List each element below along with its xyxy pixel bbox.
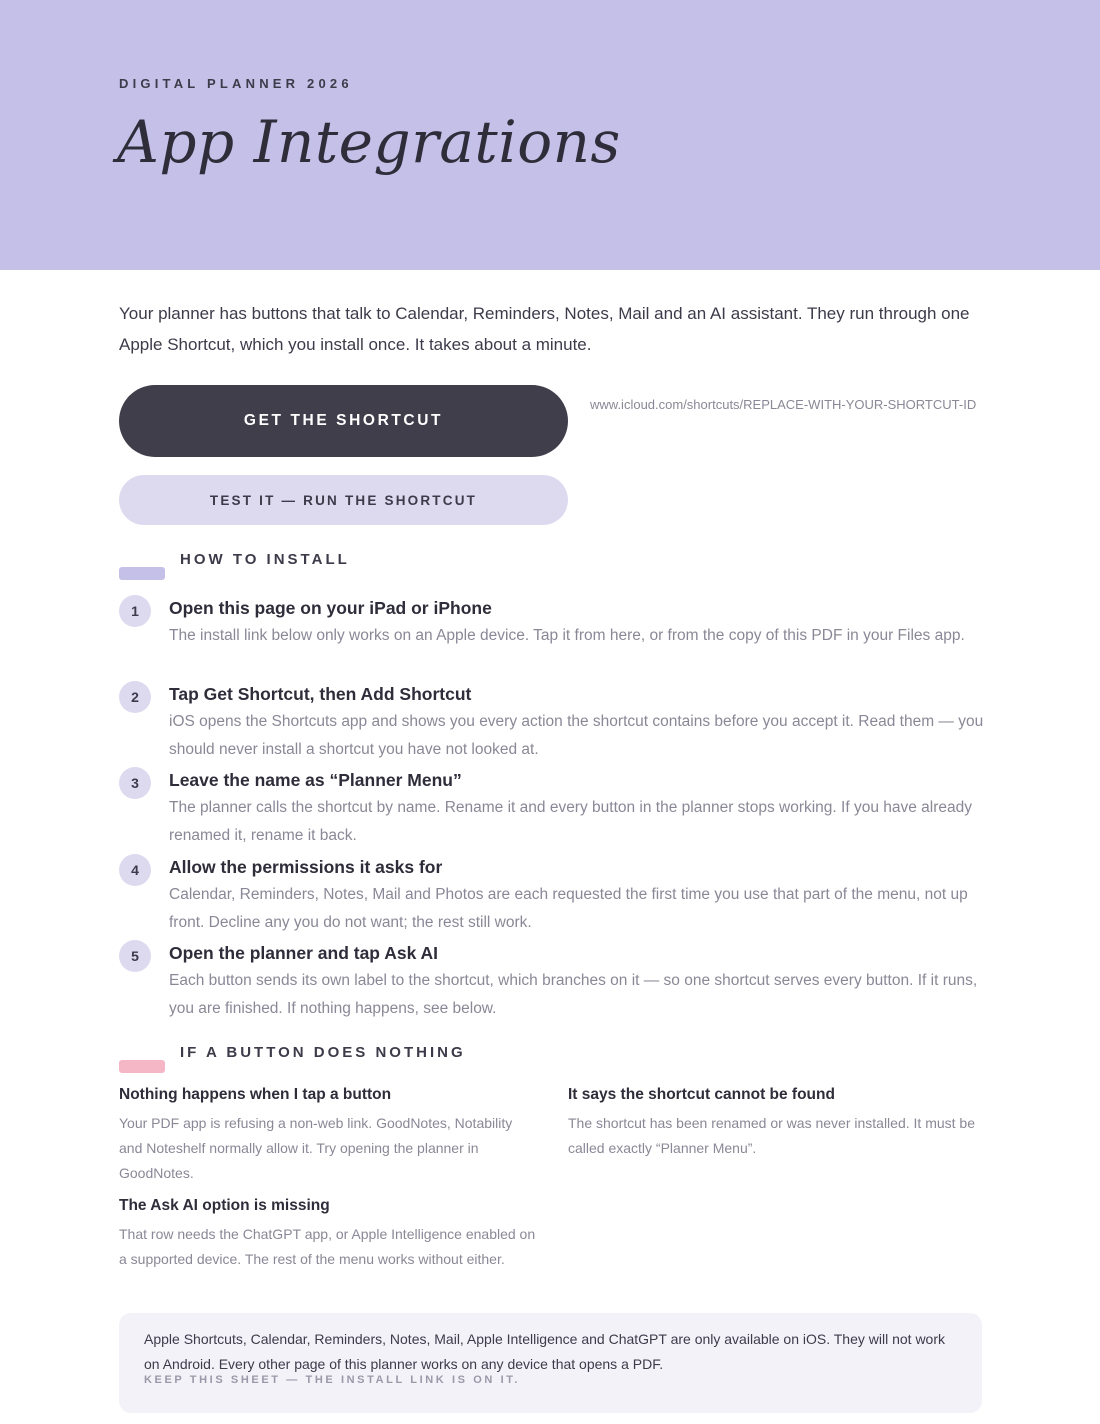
install-section-heading: HOW TO INSTALL — [180, 551, 350, 568]
faq-question: Nothing happens when I tap a button — [119, 1086, 392, 1103]
get-shortcut-button[interactable]: GET THE SHORTCUT — [119, 385, 568, 457]
intro-paragraph: Your planner has buttons that talk to Calendar, Reminders, Notes, Mail and an AI assistant. They run through one Apple Shortcut, which you install once. It takes about a minute. — [119, 304, 970, 354]
step-number: 3 — [119, 767, 151, 799]
header-banner — [0, 0, 1100, 270]
step-title: Open this page on your iPad or iPhone — [169, 598, 492, 618]
step-title: Tap Get Shortcut, then Add Shortcut — [169, 684, 472, 704]
troubleshoot-section-heading: IF A BUTTON DOES NOTHING — [180, 1044, 466, 1061]
test-shortcut-button[interactable]: TEST IT — RUN THE SHORTCUT — [119, 475, 568, 525]
step-description: iOS opens the Shortcuts app and shows you every action the shortcut contains before you accept it. Read them — you should never install a shortcut you have not looked at. — [169, 713, 984, 758]
step-title: Allow the permissions it asks for — [169, 857, 443, 877]
faq-question: The Ask AI option is missing — [119, 1197, 330, 1214]
page-title: App Integrations — [117, 108, 621, 176]
step-title: Open the planner and tap Ask AI — [169, 943, 439, 963]
step-description: Calendar, Reminders, Notes, Mail and Photos are each requested the first time you use that part of the menu, not up front. Decline any you do not want; the rest still work. — [169, 886, 968, 931]
shortcut-url[interactable]: www.icloud.com/shortcuts/REPLACE-WITH-YOUR-SHORTCUT-ID — [590, 397, 977, 412]
step-number: 1 — [119, 595, 151, 627]
faq-question: It says the shortcut cannot be found — [568, 1086, 835, 1103]
faq-answer: That row needs the ChatGPT app, or Apple Intelligence enabled on a supported device. The rest of the menu works without either. — [119, 1226, 536, 1267]
note-text: Apple Shortcuts, Calendar, Reminders, Notes, Mail, Apple Intelligence and ChatGPT are only available on iOS. They will not work on Android. Every other page of this planner works on any device that opens a PDF. — [144, 1331, 946, 1372]
faq-answer: The shortcut has been renamed or was never installed. It must be called exactly “Planner Menu”. — [568, 1115, 975, 1156]
step-title: Leave the name as “Planner Menu” — [169, 770, 462, 790]
planner-eyebrow: DIGITAL PLANNER 2026 — [119, 76, 353, 91]
step-description: The planner calls the shortcut by name. Rename it and every button in the planner stops working. If you have already renamed it, rename it back. — [169, 799, 973, 844]
step-description: Each button sends its own label to the shortcut, which branches on it — so one shortcut serves every button. If it runs, you are finished. If nothing happens, see below. — [169, 972, 978, 1017]
note-footer: KEEP THIS SHEET — THE INSTALL LINK IS ON IT. — [144, 1374, 520, 1386]
install-section-accent — [119, 567, 165, 580]
ios-availability-note — [119, 1313, 982, 1413]
faq-answer: Your PDF app is refusing a non-web link. GoodNotes, Notability and Noteshelf normally allow it. Try opening the planner in GoodNotes. — [119, 1115, 513, 1181]
step-number: 5 — [119, 940, 151, 972]
troubleshoot-section-accent — [119, 1060, 165, 1073]
step-description: The install link below only works on an Apple device. Tap it from here, or from the copy of this PDF in your Files app. — [169, 627, 965, 644]
step-number: 2 — [119, 681, 151, 713]
step-number: 4 — [119, 854, 151, 886]
